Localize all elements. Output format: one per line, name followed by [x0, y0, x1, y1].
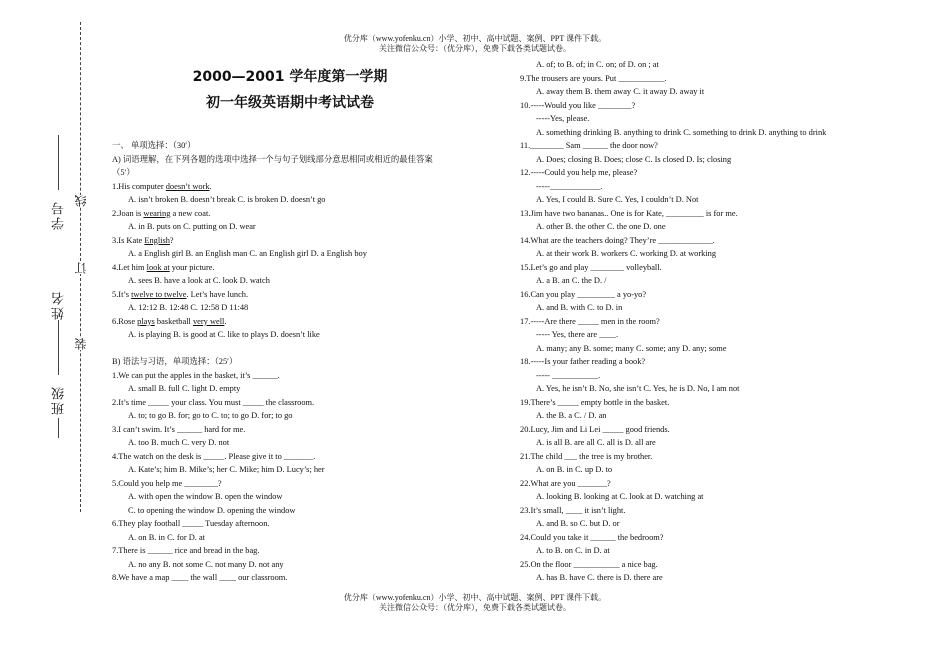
question-text: Could you help me ________? [118, 478, 222, 488]
question-a3 [112, 234, 482, 261]
answer-options: A. a English girl B. an English man C. an English girl D. a English boy [128, 249, 367, 258]
part-b-heading: B) 语法与习语，单项选择：（25′） [112, 357, 238, 366]
question-number: 22. [520, 478, 531, 488]
name-label: 姓名 [52, 290, 67, 320]
answer-options: A. too B. much C. very D. not [128, 438, 230, 447]
part-a-instruction-score: （5′） [112, 168, 135, 177]
question-text: The child ___ the tree is my brother. [530, 451, 653, 461]
answer-options-2: C. to opening the window D. opening the window [128, 505, 296, 515]
question-number: 23. [520, 505, 531, 515]
question-text: There’s _____ empty bottle in the basket. [530, 397, 670, 407]
question-text: What are you _______? [530, 478, 611, 488]
question-a2 [112, 207, 482, 234]
question-b15 [520, 261, 920, 288]
class-label: 班级 [52, 385, 67, 415]
question-b20 [520, 423, 920, 450]
answer-options: A. something drinking B. anything to drink C. something to drink D. anything to drink [536, 127, 827, 137]
answer-options: A. to B. on C. in D. at [536, 546, 610, 555]
question-number: 2. [112, 208, 119, 218]
question-number: 5. [112, 289, 119, 299]
question-text: -----Would you like ________? [530, 100, 636, 110]
binding-xian: 线 [74, 195, 88, 207]
question-b25 [520, 558, 920, 585]
question-number: 1. [112, 181, 119, 191]
question-number: 3. [112, 235, 119, 245]
answer-options: A. Yes, I could B. Sure C. Yes, I couldn’t D. Not [536, 195, 699, 204]
question-text: Rose [118, 316, 138, 326]
footer-line-2: 关注微信公众号：（优分库），免费下载各类试题试卷。 [379, 603, 571, 612]
question-a5 [112, 288, 482, 315]
question-text-end: your picture. [169, 262, 215, 272]
question-b3 [112, 423, 482, 450]
answer-options: A. looking B. looking at C. look at D. watching at [536, 492, 704, 501]
answer-options: A. at their work B. workers C. working D. at working [536, 249, 717, 258]
question-text: It’s small, ____ it isn’t light. [530, 505, 626, 515]
header-line-2: 关注微信公众号：（优分库），免费下载各类试题试卷。 [379, 44, 571, 53]
question-text: They play football _____ Tuesday afternoon. [118, 519, 270, 528]
question-number: 12. [520, 168, 531, 177]
question-text-end: ? [169, 235, 174, 245]
question-number: 19. [520, 397, 531, 407]
question-text: -----Could you help me, please? [530, 168, 638, 177]
question-number: 25. [520, 559, 531, 569]
name-blank [58, 320, 59, 375]
question-b21 [520, 450, 920, 477]
question-b18 [520, 355, 920, 396]
question-text: We have a map ____ the wall ____ our classroom. [118, 573, 288, 582]
part-a-instruction: A) 词语理解，在下列各题的选项中选择一个与句子划线部分意思相同或相近的最佳答案 [112, 154, 433, 164]
question-b12 [520, 166, 920, 207]
question-b2 [112, 396, 482, 423]
question-number: 9. [520, 73, 527, 83]
question-text: Can you play _________ a yo-yo? [530, 289, 647, 299]
question-number: 10. [520, 100, 531, 110]
question-text: -----Is your father reading a book? [530, 357, 646, 366]
question-text: It’s time _____ your class. You must _____ the classroom. [118, 397, 315, 407]
question-a6 [112, 315, 482, 342]
answer-options: A. with open the window B. open the window [128, 492, 283, 501]
question-b6 [112, 517, 482, 544]
question-b17 [520, 315, 920, 356]
question-b16 [520, 288, 920, 315]
answer-options: A. a B. an C. the D. / [536, 276, 607, 285]
question-number: 2. [112, 397, 119, 407]
question-number: 16. [520, 289, 531, 299]
question-number: 3. [112, 424, 119, 434]
spacer [112, 342, 482, 356]
question-number: 6. [112, 519, 119, 528]
question-text: What are the teachers doing? They’re _____________. [530, 235, 715, 245]
question-number: 21. [520, 451, 531, 461]
footer-line-1: 优分库（www.yofenku.cn）小学、初中、高中试题、案例、PPT 课件下载。 [343, 593, 607, 602]
answer-options: A. and B. so C. but D. or [536, 519, 620, 528]
answer-options: A. Does; closing B. Does; close C. Is closed D. Is; closing [536, 154, 732, 164]
underlined-phrase: wearing [143, 208, 171, 218]
question-b4 [112, 450, 482, 477]
answer-options: A. and B. with C. to D. in [536, 303, 623, 312]
question-b11 [520, 139, 920, 166]
page-footer [0, 593, 950, 613]
question-number: 20. [520, 424, 531, 434]
question-text: I can’t swim. It’s ______ hard for me. [118, 424, 246, 434]
question-text-end: . Let’s have lunch. [186, 289, 249, 299]
exam-title-line-2: 初一年级英语期中考试试卷 [206, 95, 374, 111]
answer-options: A. sees B. have a look at C. look D. watch [128, 276, 270, 285]
question-text: Is Kate [118, 235, 145, 245]
answer-options: A. 12:12 B. 12:48 C. 12:58 D 11:48 [128, 303, 249, 312]
underlined-phrase: doesn’t work [165, 181, 210, 191]
question-number: 14. [520, 235, 531, 245]
question-number: 6. [112, 316, 119, 326]
underlined-phrase: English [144, 235, 170, 245]
part-a-questions [112, 180, 482, 342]
question-b24 [520, 531, 920, 558]
answer-options: A. Yes, he isn’t B. No, she isn’t C. Yes, he is D. No, I am not [536, 384, 740, 393]
question-number: 11. [520, 141, 531, 150]
question-text: Let him [118, 262, 147, 272]
underlined-phrase: look at [146, 262, 170, 272]
answer-options: A. no any B. not some C. not many D. not any [128, 559, 284, 569]
answer-options: A. isn’t broken B. doesn’t break C. is broken D. doesn’t go [128, 195, 326, 204]
question-b5 [112, 477, 482, 518]
question-number: 24. [520, 532, 531, 542]
question-text-end: . [209, 181, 212, 191]
student-number-blank [58, 135, 59, 190]
question-text: On the floor ___________ a nice bag. [530, 559, 658, 569]
question-text: We can put the apples in the basket, it’s ______. [118, 370, 280, 380]
question-text: His computer [118, 181, 166, 191]
question-b22 [520, 477, 920, 504]
class-blank [58, 418, 59, 438]
question-b8-options: A. of; to B. of; in C. on; of D. on ; at [536, 60, 659, 69]
question-number: 4. [112, 262, 119, 272]
question-b7 [112, 544, 482, 571]
question-text-2: -----____________. [536, 181, 603, 191]
page-header [0, 34, 950, 54]
answer-options: A. to; to go B. for; go to C. to; to go D. for; to go [128, 411, 293, 420]
answer-options: A. is playing B. is good at C. like to plays D. doesn’t like [128, 330, 320, 339]
answer-options: A. many; any B. some; many C. some; any D. any; some [536, 343, 727, 353]
question-a4 [112, 261, 482, 288]
answer-options: A. has B. have C. there is D. there are [536, 573, 663, 582]
question-text-mid: basketball [154, 316, 193, 326]
binding-zhuang: 装 [74, 338, 88, 350]
question-b13 [520, 207, 920, 234]
binding-ding: 订 [74, 262, 88, 274]
question-number: 15. [520, 262, 531, 272]
question-text-2: ----- Yes, there are ____. [536, 330, 619, 339]
part-b-questions-left [112, 369, 482, 585]
answer-options: A. is all B. are all C. all is D. all are [536, 438, 656, 447]
question-number: 5. [112, 478, 119, 488]
question-number: 4. [112, 451, 119, 461]
question-text: It’s [118, 289, 132, 299]
section-1-heading: 一、 单项选择：（30′） [112, 141, 196, 150]
question-number: 7. [112, 546, 119, 555]
question-b10 [520, 99, 920, 140]
question-text-2: -----Yes, please. [536, 114, 590, 123]
underlined-phrase: twelve to twelve [131, 289, 187, 299]
question-number: 8. [112, 573, 119, 582]
header-line-1: 优分库（www.yofenku.cn）小学、初中、高中试题、案例、PPT 课件下载。 [343, 34, 607, 43]
question-text: Could you take it ______ the bedroom? [530, 532, 664, 542]
question-text-end: a new coat. [170, 208, 211, 218]
question-b8 [112, 571, 482, 585]
question-b9 [520, 72, 920, 99]
answer-options: A. away them B. them away C. it away D. away it [536, 87, 705, 96]
left-column [112, 139, 482, 585]
question-a1 [112, 180, 482, 207]
question-text: The watch on the desk is _____. Please give it to _______. [118, 451, 316, 461]
exam-title-line-1: 2000—2001 学年度第一学期 [192, 69, 388, 85]
answer-options: A. other B. the other C. the one D. one [536, 222, 666, 231]
question-text-end: . [224, 316, 227, 326]
answer-options: A. on B. in C. up D. to [536, 465, 613, 474]
answer-options: A. Kate’s; him B. Mike’s; her C. Mike; him D. Lucy’s; her [128, 465, 325, 474]
answer-options: A. small B. full C. light D. empty [128, 384, 241, 393]
question-text: There is ______ rice and bread in the bag. [118, 546, 260, 555]
answer-options: A. the B. a C. / D. an [536, 411, 607, 420]
answer-options: A. in B. puts on C. putting on D. wear [128, 222, 256, 231]
answer-options: A. on B. in C. for D. at [128, 532, 205, 542]
question-text: Lucy, Jim and Li Lei _____ good friends. [530, 424, 670, 434]
question-text: Let’s go and play ________ volleyball. [530, 262, 662, 272]
question-b23 [520, 504, 920, 531]
question-text: -----Are there _____ men in the room? [530, 316, 660, 326]
question-text-2: ----- ___________. [536, 370, 601, 380]
question-text: Joan is [118, 208, 144, 218]
student-number-label: 学号 [52, 200, 67, 230]
right-column [520, 58, 920, 585]
question-text: The trousers are yours. Put ___________. [526, 73, 667, 83]
question-number: 18. [520, 357, 531, 366]
question-number: 1. [112, 370, 119, 380]
question-number: 17. [520, 316, 531, 326]
question-number: 13. [520, 208, 531, 218]
question-text: ________ Sam ______ the door now? [530, 141, 658, 150]
question-b19 [520, 396, 920, 423]
question-b1 [112, 369, 482, 396]
question-b14 [520, 234, 920, 261]
underlined-phrase: plays [137, 316, 155, 326]
underlined-phrase-2: very well [192, 316, 225, 326]
question-text: Jim have two bananas.. One is for Kate, _________ is for me. [530, 208, 738, 218]
